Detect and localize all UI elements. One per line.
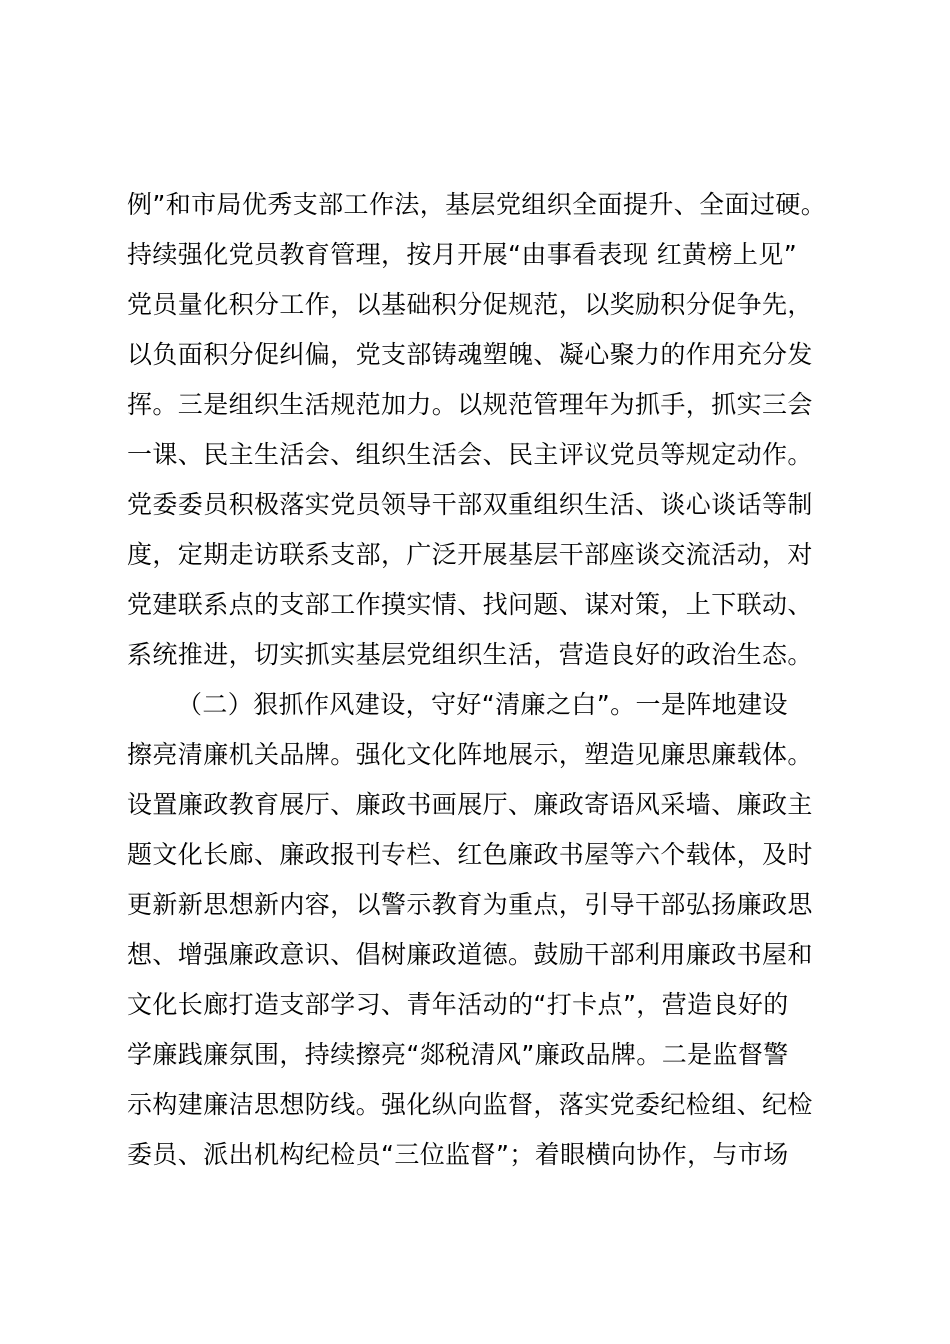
text-line: 以负面积分促纠偏，党支部铸魂塑魄、凝心聚力的作用充分发 xyxy=(127,340,813,369)
text-line: 擦亮清廉机关品牌。强化文化阵地展示，塑造见廉思廉载体。 xyxy=(127,740,813,769)
text-line: 挥。三是组织生活规范加力。以规范管理年为抓手，抓实三会 xyxy=(127,390,813,419)
text-line: 学廉践廉氛围，持续擦亮“郯税清风”廉政品牌。二是监督警 xyxy=(127,1040,789,1069)
text-line: 党委委员积极落实党员领导干部双重组织生活、谈心谈话等制 xyxy=(127,490,813,519)
section-heading-line: （二）狠抓作风建设，守好“清廉之白”。一是阵地建设 xyxy=(177,690,788,719)
text-line: 党员量化积分工作，以基础积分促规范，以奖励积分促争先， xyxy=(127,290,813,319)
text-line: 更新新思想新内容，以警示教育为重点，引导干部弘扬廉政思 xyxy=(127,890,813,919)
text-line: 度，定期走访联系支部，广泛开展基层干部座谈交流活动，对 xyxy=(127,540,813,569)
text-line: 系统推进，切实抓实基层党组织生活，营造良好的政治生态。 xyxy=(127,640,813,669)
text-line: 例”和市局优秀支部工作法，基层党组织全面提升、全面过硬。 xyxy=(127,190,827,219)
text-line: 题文化长廊、廉政报刊专栏、红色廉政书屋等六个载体，及时 xyxy=(127,840,813,869)
body-text xyxy=(127,180,837,1180)
text-line: 想、增强廉政意识、倡树廉政道德。鼓励干部利用廉政书屋和 xyxy=(127,940,813,969)
text-line: 示构建廉洁思想防线。强化纵向监督，落实党委纪检组、纪检 xyxy=(127,1090,813,1119)
text-line: 委员、派出机构纪检员“三位监督”；着眼横向协作，与市场 xyxy=(127,1140,789,1169)
text-line: 持续强化党员教育管理，按月开展“由事看表现 红黄榜上见” xyxy=(127,240,798,269)
text-line: 文化长廊打造支部学习、青年活动的“打卡点”，营造良好的 xyxy=(127,990,789,1019)
text-line: 一课、民主生活会、组织生活会、民主评议党员等规定动作。 xyxy=(127,440,813,469)
text-line: 党建联系点的支部工作摸实情、找问题、谋对策，上下联动、 xyxy=(127,590,813,619)
text-line: 设置廉政教育展厅、廉政书画展厅、廉政寄语风采墙、廉政主 xyxy=(127,790,813,819)
